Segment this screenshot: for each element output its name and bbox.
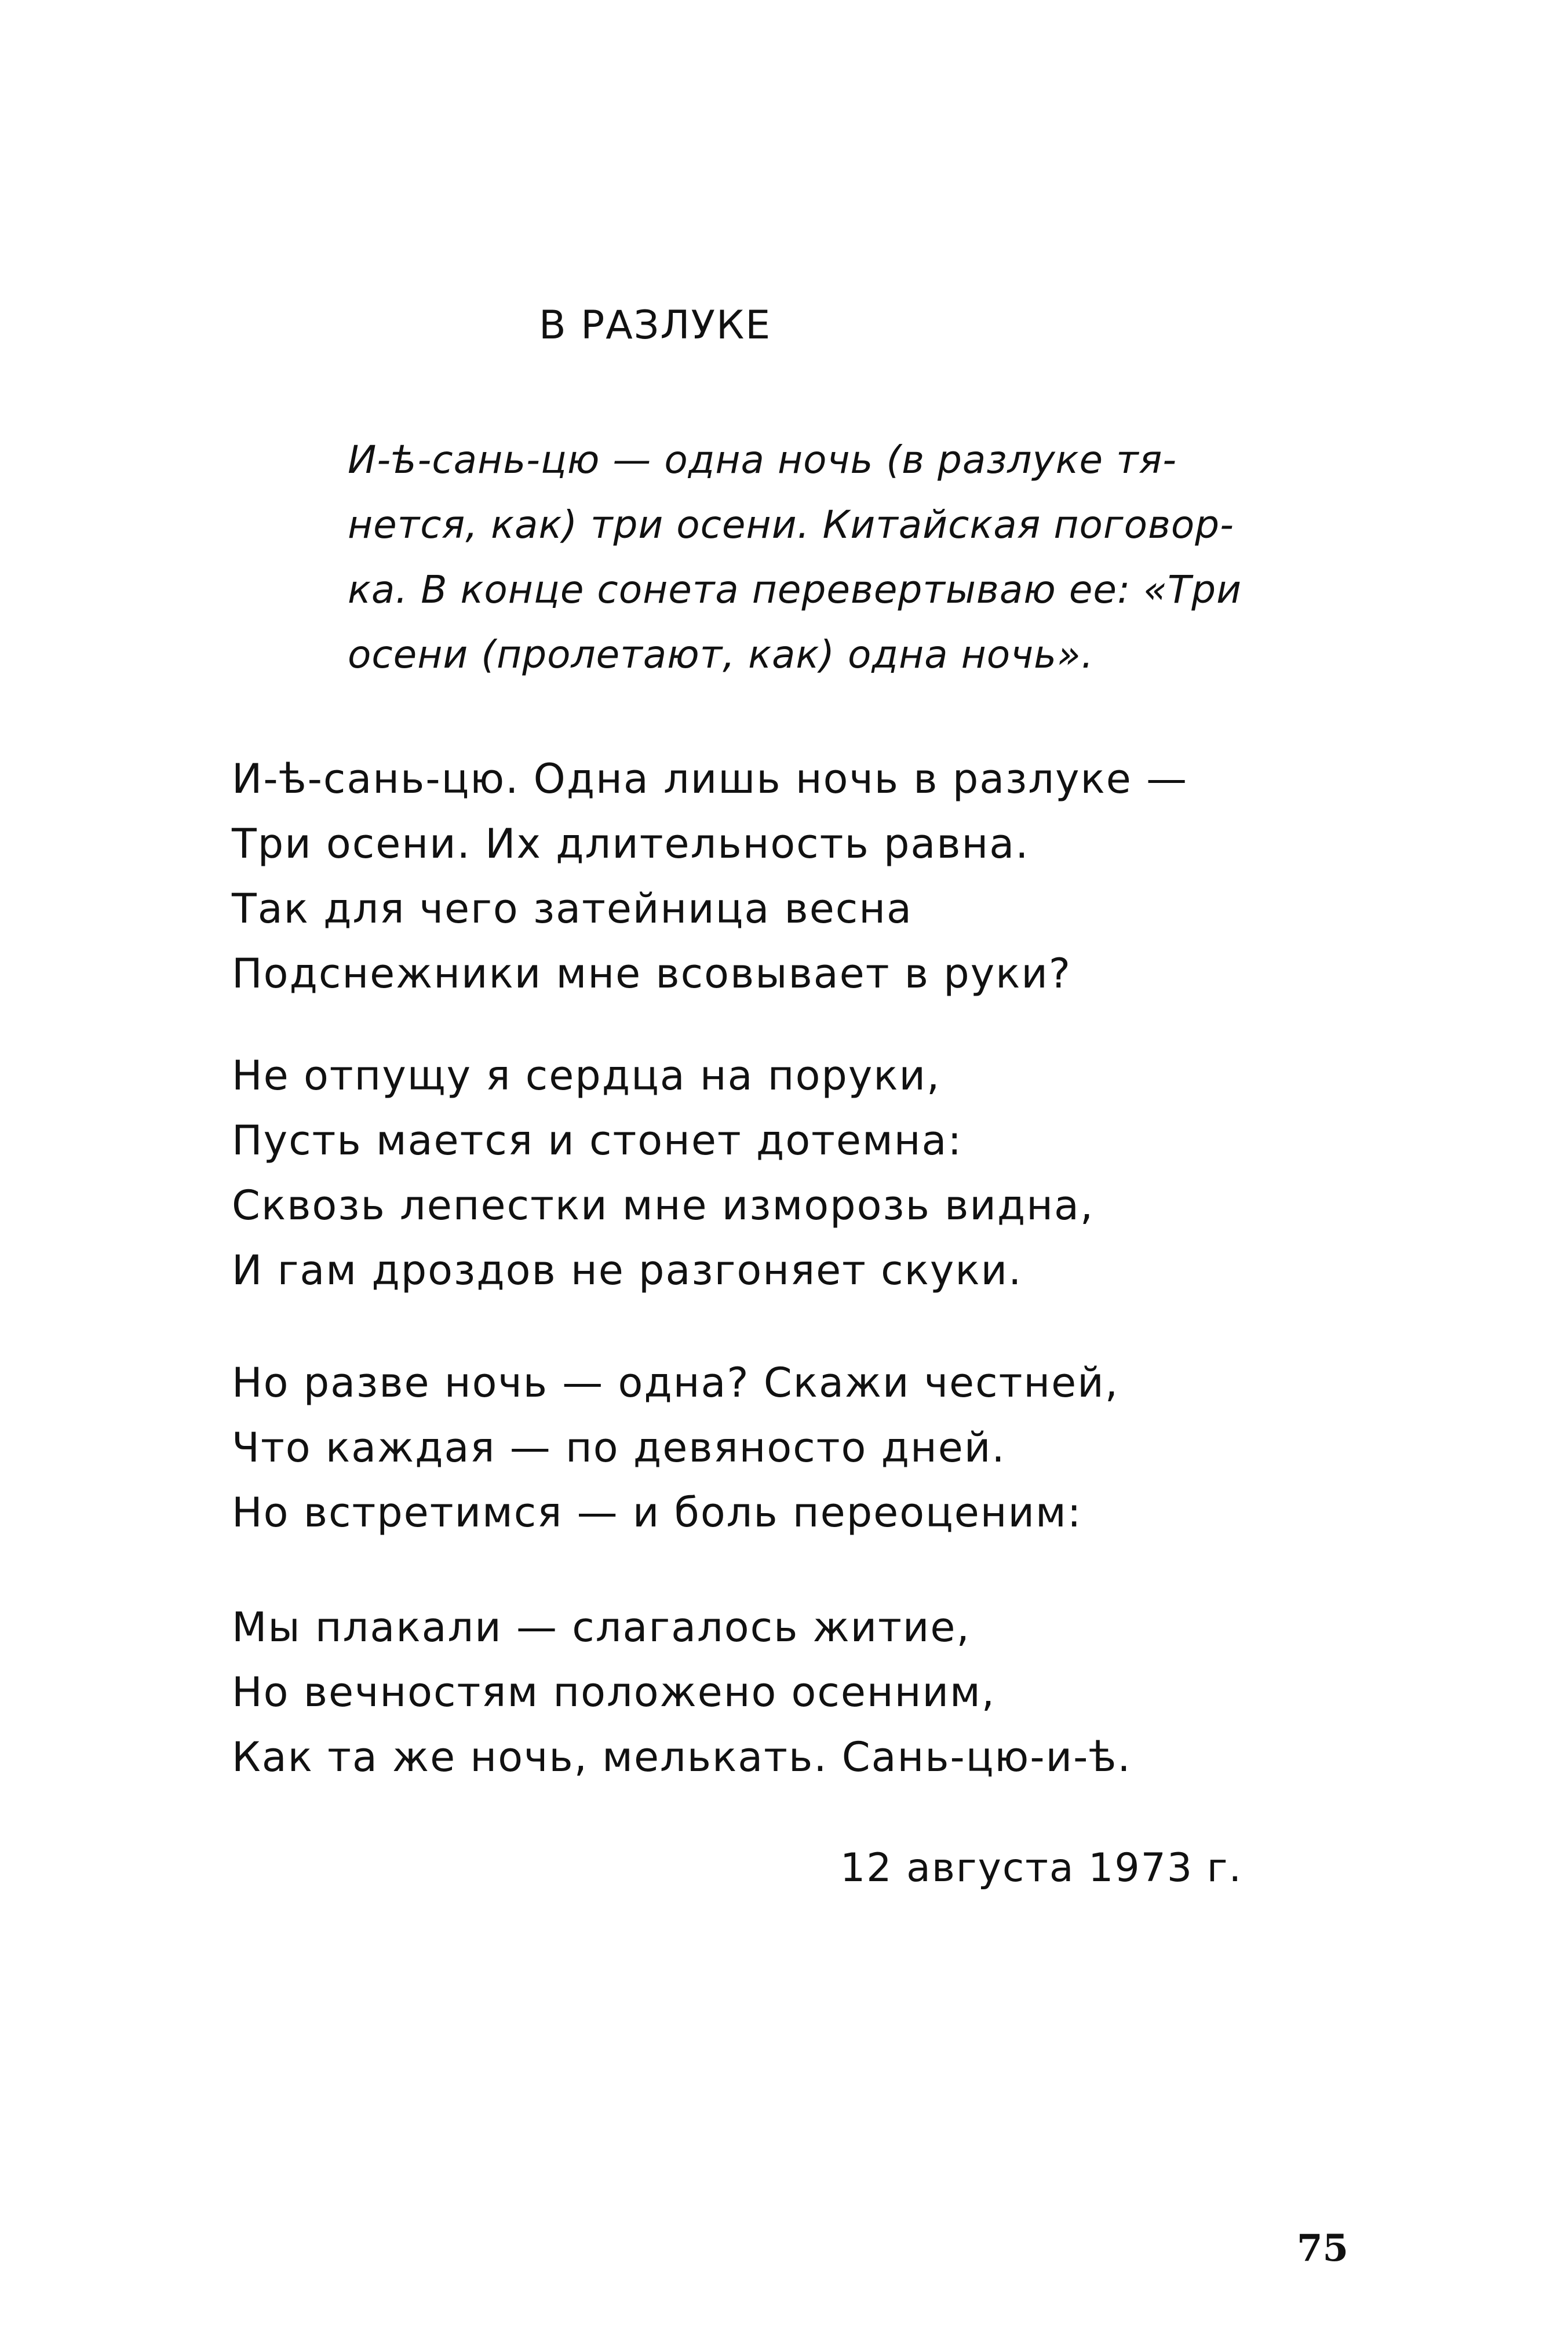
poem-line: И-ѣ-сань-цю. Одна лишь ночь в разлуке — (232, 755, 1188, 803)
epigraph-line: ка. В конце сонета перевертываю ее: «Три (348, 567, 1242, 612)
poem-line: Так для чего затейница весна (232, 885, 913, 932)
poem-line: И гам дроздов не разгоняет скуки. (232, 1247, 1023, 1294)
stanza-4 (232, 1595, 1132, 1790)
epigraph-line: осени (пролетают, как) одна ночь». (348, 632, 1094, 677)
poem-line: Что каждая — по девяносто дней. (232, 1424, 1006, 1471)
page-number: 75 (1297, 2227, 1349, 2270)
stanza-1 (232, 746, 1188, 1006)
poem-line: Пусть мается и стонет дотемна: (232, 1117, 963, 1164)
epigraph-line: нется, как) три осени. Китайская поговор- (348, 502, 1234, 547)
epigraph-line: И-ѣ-сань-цю — одна ночь (в разлуке тя- (348, 438, 1177, 482)
poem-line: Но вечностям положено осенним, (232, 1668, 996, 1716)
stanza-3 (232, 1350, 1119, 1545)
epigraph (348, 428, 1333, 687)
poem-title: В РАЗЛУКЕ (539, 303, 772, 348)
poem-line: Три осени. Их длительность равна. (232, 820, 1030, 868)
stanza-2 (232, 1043, 1094, 1303)
poem-line: Но разве ночь — одна? Скажи честней, (232, 1359, 1119, 1407)
poem-line: Сквозь лепестки мне изморозь видна, (232, 1182, 1095, 1229)
poem-line: Но встретимся — и боль переоценим: (232, 1489, 1082, 1536)
poem-line: Не отпущу я сердца на поруки, (232, 1052, 941, 1099)
poem-date: 12 августа 1973 г. (840, 1845, 1243, 1891)
poem-line: Мы плакали — слагалось житие, (232, 1604, 971, 1651)
poem-line: Подснежники мне всовывает в руки? (232, 950, 1072, 997)
poem-line: Как та же ночь, мелькать. Сань-цю-и-ѣ. (232, 1733, 1132, 1781)
